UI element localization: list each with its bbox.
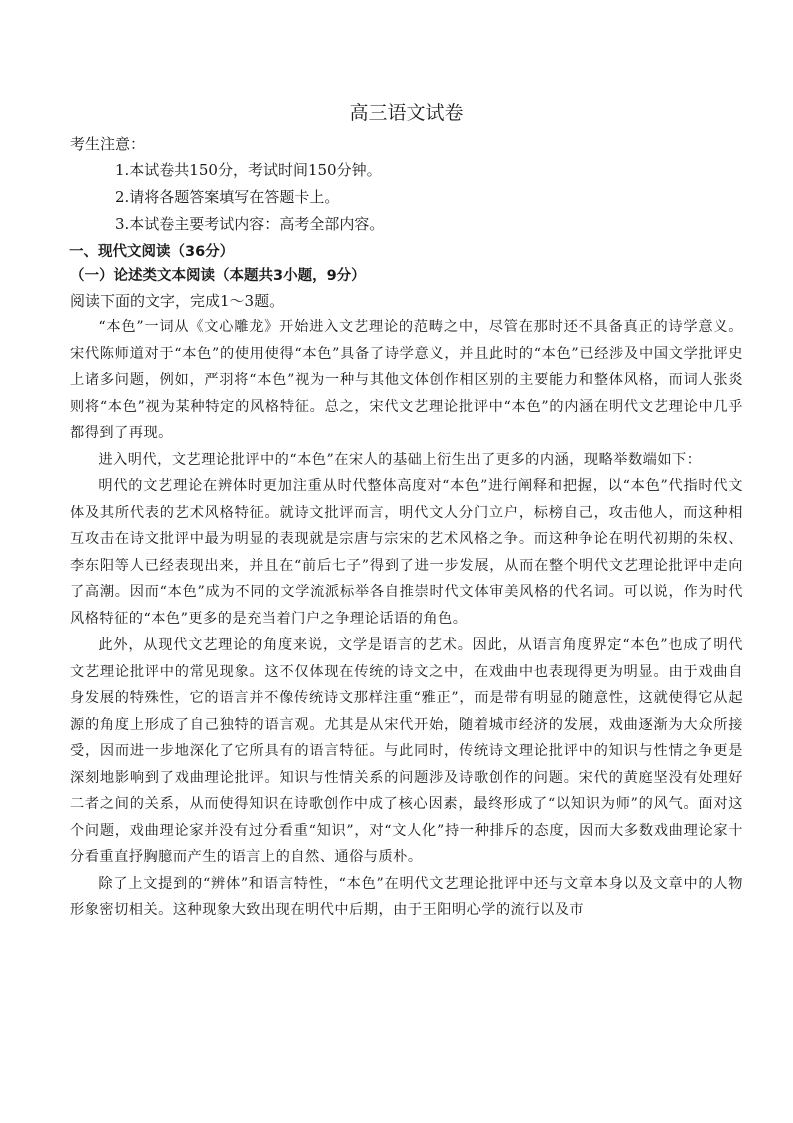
passage-paragraph-5: 除了上文提到的“辨体”和语言特性，“本色”在明代文艺理论批评中还与文章本身以及文章中的人物形象密切相关。这种现象大致出现在明代中后期，由于王阳明心学的流行以及市 [70, 875, 743, 918]
notice-item-1: 1.本试卷共150分，考试时间150分钟。 [115, 161, 382, 179]
candidate-notice [70, 132, 743, 238]
passage-paragraph-3: 明代的文艺理论在辨体时更加注重从时代整体高度对“本色”进行阐释和把握，以“本色”代指时代文体及其所代表的艺术风格特征。就诗文批评而言，明代文人分门立户，标榜自己，攻击他人，而这种相互攻击在诗文批评中最为明显的表现就是宗唐与宗宋的艺术风格之争。而这种争论在明代初期的朱权、李东阳等人已经表现出来，并且在“前后七子”得到了进一步发展，从而在整个明代文艺理论批评中走向了高潮。因而“本色”成为不同的文学流派标举各自推崇时代文体审美风格的代名词。可以说，作为时代风格特征的“本色”更多的是充当着门户之争理论话语的角色。 [70, 478, 743, 627]
exam-title: 高三语文试卷 [349, 102, 464, 124]
notice-heading: 考生注意： [70, 135, 146, 153]
section-title: 一、现代文阅读（36分） [69, 244, 235, 260]
notice-item-3: 3.本试卷主要考试内容：高考全部内容。 [115, 215, 385, 233]
passage-paragraph-4: 此外，从现代文艺理论的角度来说，文学是语言的艺术。因此，从语言角度界定“本色”也成了明代文艺理论批评中的常见现象。这不仅体现在传统的诗文之中，在戏曲中也表现得更为明显。由于戏曲自身发展的特殊性，它的语言并不像传统诗文那样注重“雅正”，而是带有明显的随意性，这就使得它从起源的角度上形成了自己独特的语言观。尤其是从宋代开始，随着城市经济的发展，戏曲逐渐为大众所接受，因而进一步地深化了它所具有的语言特征。与此同时，传统诗文理论批评中的知识与性情之争更是深刻地影响到了戏曲理论批评。知识与性情关系的问题涉及诗歌创作的问题。宋代的黄庭坚没有处理好二者之间的关系，从而使得知识在诗歌创作中成了核心因素，最终形成了“以知识为师”的风气。面对这个问题，戏曲理论家并没有过分看重“知识”，对“文人化”持一种排斥的态度，因而大多数戏曲理论家十分看重直抒胸臆而产生的语言上的自然、通俗与质朴。 [70, 637, 743, 865]
passage-paragraph-1: “本色”一词从《文心雕龙》开始进入文艺理论的范畴之中，尽管在那时还不具备真正的诗学意义。宋代陈师道对于“本色”的使用使得“本色”具备了诗学意义，并且此时的“本色”已经涉及中国文学批评史上诸多问题，例如，严羽将“本色”视为一种与其他文体创作相区别的主要能力和整体风格，而词人张炎则将“本色”视为某种特定的风格特征。总之，宋代文艺理论批评中“本色”的内涵在明代文艺理论中几乎都得到了再现。 [70, 319, 743, 441]
subsection-title: （一）论述类文本阅读（本题共3小题，9分） [70, 268, 366, 284]
passage-paragraph-2: 进入明代，文艺理论批评中的“本色”在宋人的基础上衍生出了更多的内涵，现略举数端如下： [98, 451, 702, 468]
notice-item-2: 2.请将各题答案填写在答题卡上。 [115, 188, 340, 206]
reading-passage [70, 314, 743, 924]
reading-instruction: 阅读下面的文字，完成1～3题。 [70, 292, 285, 310]
